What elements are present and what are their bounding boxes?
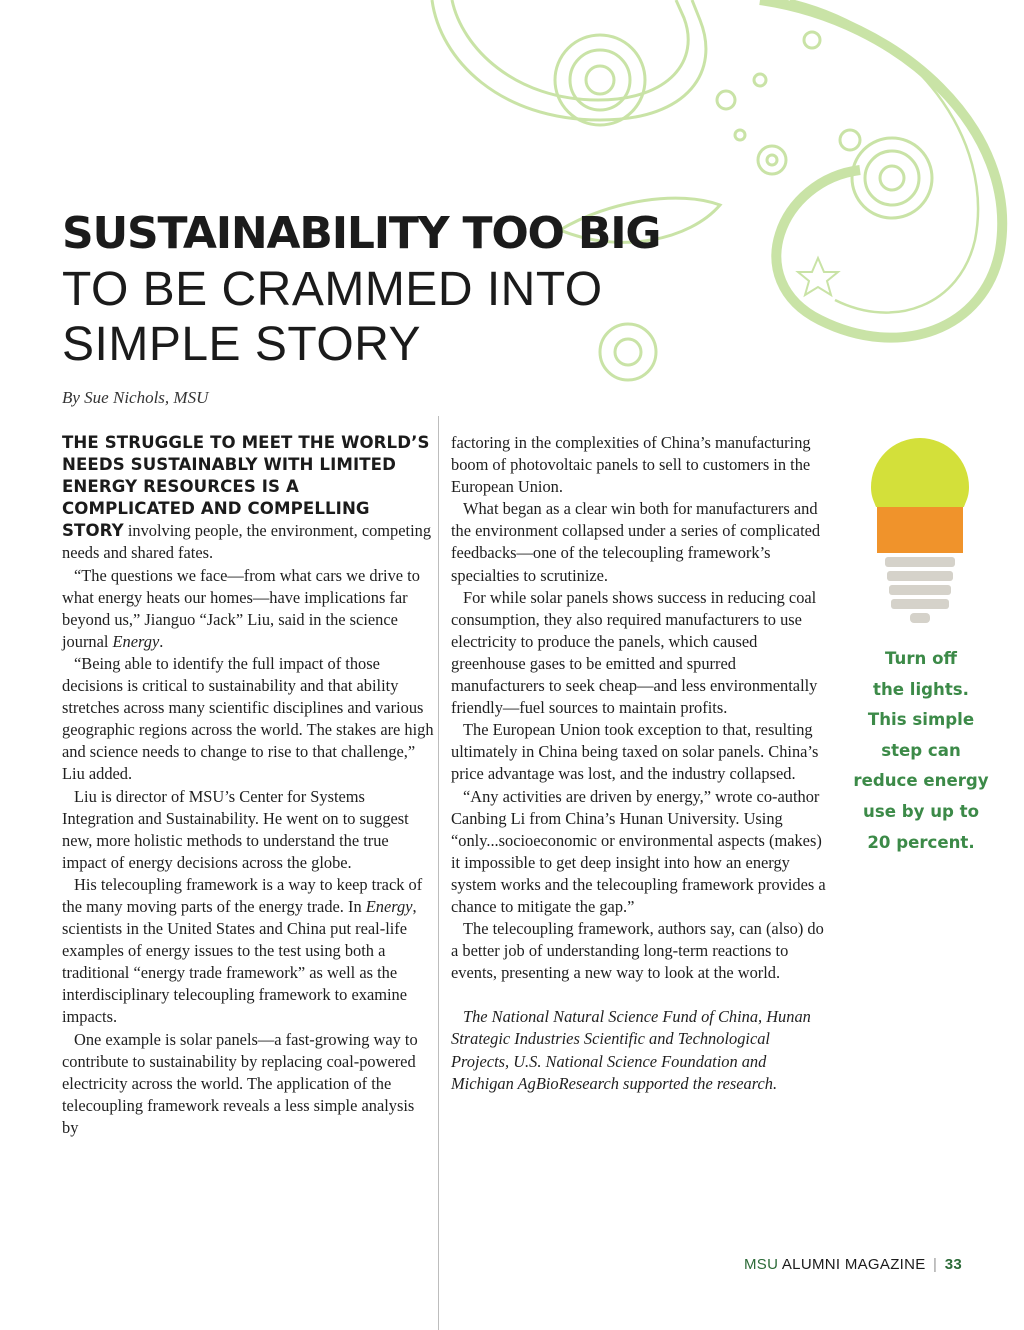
bulb-tip <box>910 613 930 623</box>
footer-msu: MSU <box>744 1256 779 1273</box>
page-footer <box>744 1256 962 1273</box>
paragraph-continued: factoring in the complexities of China’s manufacturing boom of photovoltaic panels to sell to customers in the European Union. <box>451 433 811 497</box>
paragraph-quote-2: “Being able to identify the full impact of those decisions is critical to sustainability and that ability stretches across many scientific disciplines and various geographic regions across the world. The stakes are high and science needs to change to rise to that challenge,” Liu added. <box>62 653 434 784</box>
paisley-swirl-inner <box>452 0 688 100</box>
page-number: 33 <box>944 1256 962 1273</box>
dot-4 <box>735 130 745 140</box>
bulb-neck <box>877 507 963 553</box>
p5-text: His telecoupling framework is a way to keep track of the many moving parts of the energy trade. In <box>62 874 423 916</box>
pull-quote <box>850 644 992 858</box>
paragraph-eu: The European Union took exception to that, resulting ultimately in China being taxed on solar panels. China’s price advantage was lost, and the industry collapsed. <box>451 720 819 784</box>
bulb-thread-4 <box>891 599 949 609</box>
byline: By Sue Nichols, MSU <box>62 388 209 407</box>
funding-credit: The National Natural Science Fund of China, Hunan Strategic Industries Scientific and Technological Projects, U.S. National Science Foundation and Michigan AgBioResearch supported the research. <box>451 1007 811 1093</box>
footer-separator: | <box>933 1256 938 1273</box>
pull-quote-line: use by up to <box>863 801 979 821</box>
lightbulb-icon <box>868 435 972 635</box>
title-light-line-2: SIMPLE STORY <box>62 318 422 371</box>
p5-end: , scientists in the United States and China put real-life examples of energy issues to the test using both a traditional “energy trade framework” as well as the interdisciplinary telecoupling framework to examine impacts. <box>62 896 417 1027</box>
footer-magazine: ALUMNI MAGAZINE <box>778 1256 926 1273</box>
article-column-left <box>62 432 434 1139</box>
pull-quote-line: step can <box>881 740 961 760</box>
pull-quote-line: This simple <box>867 710 975 730</box>
paisley-tail-inner <box>790 0 978 313</box>
paragraph-coauthor: “Any activities are driven by energy,” wrote co-author Canbing Li from China’s Hunan University. Using “only...socioeconomic or environmental aspects (makes) it impossible to get deep insight into how an energy system works and the telecoupling framework provides a chance to mitigate the gap.” <box>451 786 826 916</box>
bulb-thread-3 <box>889 585 951 595</box>
lead-rest: involving people, the environment, competing needs and shared fates. <box>62 521 432 563</box>
paisley-tail <box>760 0 1002 338</box>
bulb-thread-2 <box>887 571 953 581</box>
pull-quote-line: reduce energy <box>853 771 989 791</box>
paragraph-conclusion: The telecoupling framework, authors say, can (also) do a better job of understanding long-term reactions to events, presenting a new way to look at the world. <box>451 919 824 983</box>
paragraph-win: What began as a clear win both for manufacturers and the environment collapsed under a series of complicated feedbacks—one of the telecoupling framework’s specialties to scrutinize. <box>451 499 821 585</box>
flower-small-1 <box>758 146 786 174</box>
paragraph-quote-1 <box>62 565 434 653</box>
sunburst-flower <box>555 35 645 125</box>
dot-3 <box>804 32 820 48</box>
article-title <box>62 206 762 372</box>
lead-caps: THE STRUGGLE TO MEET THE WORLD’S NEEDS SUSTAINABLY WITH LIMITED ENERGY RESOURCES IS A COMPLICATED AND COMPELLING STORY <box>62 433 430 541</box>
dot-5 <box>840 130 860 150</box>
paragraph-director: Liu is director of MSU’s Center for Systems Integration and Sustainability. He went on to suggest new, more holistic methods to understand the true impact of energy decisions across the globe. <box>62 786 409 872</box>
flower-right <box>852 138 932 218</box>
p2-text: “The questions we face—from what cars we drive to what energy heats our homes—have implications far beyond us,” Jianguo “Jack” Liu, said in the science journal <box>62 565 420 651</box>
journal-name-2: Energy <box>365 896 413 916</box>
dot-2 <box>754 74 766 86</box>
p2-end: . <box>159 631 164 651</box>
bulb-thread-1 <box>885 557 955 567</box>
dot-1 <box>717 91 735 109</box>
column-divider <box>438 416 439 1330</box>
paragraph-solar: One example is solar panels—a fast-growing way to contribute to sustainability by replacing coal-powered electricity across the world. The application of the telecoupling framework reveals a less simple analysis by <box>62 1029 418 1137</box>
bulb-glass <box>871 438 969 507</box>
star-flower <box>798 258 838 295</box>
title-bold-line: SUSTAINABILITY TOO BIG <box>62 208 661 259</box>
lead-paragraph <box>62 432 434 565</box>
pull-quote-line: the lights. <box>873 679 969 699</box>
paragraph-coal: For while solar panels shows success in reducing coal consumption, they also required manufacturers to use electricity to produce the panels, which caused greenhouse gases to be emitted and spurred manufacturers to seek cheap—and less environmentally friendly—fuel sources to maintain profits. <box>451 587 818 718</box>
paisley-swirl-shape <box>432 0 706 120</box>
pull-quote-line: 20 percent. <box>867 832 975 852</box>
title-light-line-1: TO BE CRAMMED INTO <box>62 263 603 316</box>
journal-name: Energy <box>112 631 160 651</box>
paragraph-framework <box>62 874 434 1029</box>
pull-quote-line: Turn off <box>885 649 957 668</box>
article-column-right <box>451 432 826 1095</box>
